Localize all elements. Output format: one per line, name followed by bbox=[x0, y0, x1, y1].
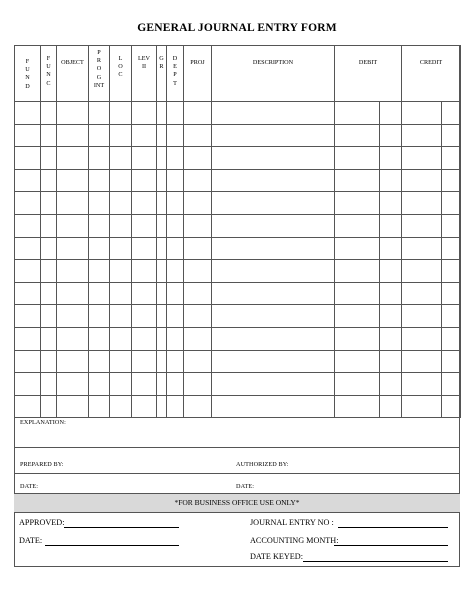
entry-cell[interactable] bbox=[184, 214, 212, 237]
entry-cell[interactable] bbox=[402, 147, 442, 170]
table-row bbox=[15, 237, 461, 260]
entry-cell[interactable] bbox=[110, 192, 132, 215]
entry-cell[interactable] bbox=[110, 147, 132, 170]
entry-cell[interactable] bbox=[57, 147, 89, 170]
entry-cell[interactable] bbox=[167, 214, 184, 237]
entry-cell[interactable] bbox=[41, 305, 57, 328]
entry-cell[interactable] bbox=[184, 327, 212, 350]
entry-cell[interactable] bbox=[132, 124, 157, 147]
entry-cell[interactable] bbox=[157, 124, 167, 147]
entry-cell[interactable] bbox=[184, 373, 212, 396]
entry-cell[interactable] bbox=[157, 147, 167, 170]
table-row bbox=[15, 147, 461, 170]
entry-cell[interactable] bbox=[110, 214, 132, 237]
entry-cell[interactable] bbox=[402, 214, 442, 237]
entry-cell[interactable] bbox=[132, 350, 157, 373]
entry-cell[interactable] bbox=[184, 282, 212, 305]
entry-cell[interactable] bbox=[57, 395, 89, 418]
entry-cell[interactable] bbox=[212, 124, 335, 147]
col-header-fund: F U N D bbox=[15, 46, 41, 102]
entry-cell[interactable] bbox=[41, 327, 57, 350]
entry-cell[interactable] bbox=[212, 260, 335, 283]
entry-cell[interactable] bbox=[335, 102, 380, 125]
entry-cell[interactable] bbox=[89, 124, 110, 147]
office-use-banner-text: *FOR BUSINESS OFFICE USE ONLY* bbox=[174, 498, 300, 507]
entry-cell[interactable] bbox=[335, 350, 380, 373]
entry-cell[interactable] bbox=[402, 192, 442, 215]
entry-cell[interactable] bbox=[402, 395, 442, 418]
entry-cell[interactable] bbox=[57, 169, 89, 192]
entry-cell[interactable] bbox=[167, 373, 184, 396]
entry-cell[interactable] bbox=[380, 327, 402, 350]
entry-cell[interactable] bbox=[110, 327, 132, 350]
entry-cell[interactable] bbox=[15, 192, 41, 215]
col-header-lev: LEV II bbox=[132, 46, 157, 102]
entry-cell[interactable] bbox=[132, 237, 157, 260]
entry-cell[interactable] bbox=[167, 147, 184, 170]
entry-cell[interactable] bbox=[89, 214, 110, 237]
entry-cell[interactable] bbox=[57, 260, 89, 283]
entry-cell[interactable] bbox=[184, 102, 212, 125]
entry-cell[interactable] bbox=[212, 373, 335, 396]
entry-cell[interactable] bbox=[89, 102, 110, 125]
entry-cell[interactable] bbox=[15, 327, 41, 350]
entry-cell[interactable] bbox=[41, 350, 57, 373]
table-row bbox=[15, 192, 461, 215]
entry-cell[interactable] bbox=[402, 327, 442, 350]
table-row bbox=[15, 395, 461, 418]
entry-cell[interactable] bbox=[167, 237, 184, 260]
entry-cell[interactable] bbox=[110, 169, 132, 192]
date-keyed-label: DATE KEYED: bbox=[250, 552, 303, 561]
entry-cell[interactable] bbox=[380, 260, 402, 283]
explanation-divider bbox=[14, 447, 460, 448]
entry-cell[interactable] bbox=[335, 305, 380, 328]
entry-cell[interactable] bbox=[335, 373, 380, 396]
entry-cell[interactable] bbox=[167, 192, 184, 215]
entry-cell[interactable] bbox=[167, 169, 184, 192]
entry-cell[interactable] bbox=[15, 169, 41, 192]
entry-cell[interactable] bbox=[110, 124, 132, 147]
entry-cell[interactable] bbox=[89, 260, 110, 283]
entry-cell[interactable] bbox=[380, 350, 402, 373]
entry-cell[interactable] bbox=[212, 350, 335, 373]
entry-cell[interactable] bbox=[15, 373, 41, 396]
table-row bbox=[15, 124, 461, 147]
entry-cell[interactable] bbox=[110, 260, 132, 283]
entry-cell[interactable] bbox=[89, 373, 110, 396]
entry-cell[interactable] bbox=[157, 305, 167, 328]
entry-cell[interactable] bbox=[15, 305, 41, 328]
entry-cell[interactable] bbox=[41, 214, 57, 237]
entry-cell[interactable] bbox=[57, 373, 89, 396]
entry-cell[interactable] bbox=[212, 282, 335, 305]
entry-cell[interactable] bbox=[41, 260, 57, 283]
entry-cell[interactable] bbox=[380, 237, 402, 260]
authorized-by-label: AUTHORIZED BY: bbox=[236, 461, 289, 468]
entry-cell[interactable] bbox=[442, 305, 461, 328]
entry-cell[interactable] bbox=[57, 350, 89, 373]
entry-cell[interactable] bbox=[15, 395, 41, 418]
entry-cell[interactable] bbox=[380, 282, 402, 305]
entry-cell[interactable] bbox=[41, 373, 57, 396]
entry-cell[interactable] bbox=[184, 147, 212, 170]
entry-cell[interactable] bbox=[402, 260, 442, 283]
col-header-func: F U N C bbox=[41, 46, 57, 102]
table-row bbox=[15, 282, 461, 305]
entry-cell[interactable] bbox=[89, 305, 110, 328]
date-left-label: DATE: bbox=[20, 483, 39, 490]
table-row bbox=[15, 350, 461, 373]
entry-cell[interactable] bbox=[184, 237, 212, 260]
entry-cell[interactable] bbox=[15, 102, 41, 125]
entry-cell[interactable] bbox=[15, 124, 41, 147]
office-date-label: DATE: bbox=[19, 536, 43, 545]
entry-cell[interactable] bbox=[41, 282, 57, 305]
form-title: GENERAL JOURNAL ENTRY FORM bbox=[137, 22, 337, 34]
entry-cell[interactable] bbox=[442, 214, 461, 237]
entry-cell[interactable] bbox=[402, 169, 442, 192]
entry-cell[interactable] bbox=[157, 373, 167, 396]
entry-cell[interactable] bbox=[57, 305, 89, 328]
entry-cell[interactable] bbox=[380, 192, 402, 215]
entry-cell[interactable] bbox=[57, 192, 89, 215]
entry-cell[interactable] bbox=[157, 350, 167, 373]
entry-cell[interactable] bbox=[380, 373, 402, 396]
entry-cell[interactable] bbox=[184, 350, 212, 373]
table-row bbox=[15, 373, 461, 396]
entry-cell[interactable] bbox=[132, 282, 157, 305]
entry-cell[interactable] bbox=[167, 305, 184, 328]
entry-cell[interactable] bbox=[132, 260, 157, 283]
entry-cell[interactable] bbox=[402, 282, 442, 305]
entry-cell[interactable] bbox=[442, 124, 461, 147]
entry-cell[interactable] bbox=[184, 169, 212, 192]
entry-cell[interactable] bbox=[402, 350, 442, 373]
entry-cell[interactable] bbox=[380, 395, 402, 418]
entry-cell[interactable] bbox=[335, 192, 380, 215]
entry-cell[interactable] bbox=[41, 102, 57, 125]
entry-cell[interactable] bbox=[157, 169, 167, 192]
col-header-loc: L O C bbox=[110, 46, 132, 102]
entry-cell[interactable] bbox=[41, 124, 57, 147]
entry-cell[interactable] bbox=[335, 214, 380, 237]
entry-cell[interactable] bbox=[442, 169, 461, 192]
entry-cell[interactable] bbox=[212, 305, 335, 328]
entry-cell[interactable] bbox=[167, 282, 184, 305]
table-row bbox=[15, 102, 461, 125]
entry-cell[interactable] bbox=[57, 282, 89, 305]
entry-cell[interactable] bbox=[335, 147, 380, 170]
col-header-object: OBJECT bbox=[57, 46, 89, 102]
entry-cell[interactable] bbox=[442, 102, 461, 125]
entry-cell[interactable] bbox=[110, 282, 132, 305]
entry-cell[interactable] bbox=[15, 237, 41, 260]
col-header-gr: G R bbox=[157, 46, 167, 102]
entry-cell[interactable] bbox=[167, 327, 184, 350]
entry-cell[interactable] bbox=[335, 327, 380, 350]
approved-label: APPROVED: bbox=[19, 518, 65, 527]
approved-line[interactable] bbox=[64, 527, 179, 528]
entry-cell[interactable] bbox=[167, 124, 184, 147]
entry-cell[interactable] bbox=[442, 237, 461, 260]
col-header-description: DESCRIPTION bbox=[212, 46, 335, 102]
entry-cell[interactable] bbox=[402, 124, 442, 147]
table-row bbox=[15, 214, 461, 237]
entry-cell[interactable] bbox=[57, 214, 89, 237]
entry-cell[interactable] bbox=[212, 192, 335, 215]
prepared-divider bbox=[14, 473, 460, 474]
entry-cell[interactable] bbox=[15, 147, 41, 170]
explanation-label: EXPLANATION: bbox=[20, 419, 66, 426]
entry-cell[interactable] bbox=[157, 260, 167, 283]
entry-cell[interactable] bbox=[402, 305, 442, 328]
col-header-credit: CREDIT bbox=[402, 46, 461, 102]
entry-cell[interactable] bbox=[212, 147, 335, 170]
col-header-prog: P R O G INT bbox=[89, 46, 110, 102]
entry-cell[interactable] bbox=[41, 395, 57, 418]
entry-cell[interactable] bbox=[157, 395, 167, 418]
entry-cell[interactable] bbox=[89, 147, 110, 170]
entry-cell[interactable] bbox=[110, 395, 132, 418]
entry-cell[interactable] bbox=[184, 124, 212, 147]
entry-cell[interactable] bbox=[184, 305, 212, 328]
entry-cell[interactable] bbox=[15, 350, 41, 373]
entry-cell[interactable] bbox=[167, 102, 184, 125]
entry-cell[interactable] bbox=[57, 237, 89, 260]
entry-cell[interactable] bbox=[132, 373, 157, 396]
table-row bbox=[15, 169, 461, 192]
entry-cell[interactable] bbox=[442, 192, 461, 215]
col-header-dept: D E P T bbox=[167, 46, 184, 102]
entry-cell[interactable] bbox=[380, 147, 402, 170]
table-row bbox=[15, 305, 461, 328]
col-header-debit: DEBIT bbox=[335, 46, 402, 102]
entry-cell[interactable] bbox=[402, 373, 442, 396]
entry-cell[interactable] bbox=[380, 124, 402, 147]
entry-cell[interactable] bbox=[157, 102, 167, 125]
entry-cell[interactable] bbox=[184, 395, 212, 418]
table-row bbox=[15, 260, 461, 283]
entry-cell[interactable] bbox=[89, 282, 110, 305]
entry-cell[interactable] bbox=[157, 214, 167, 237]
entry-cell[interactable] bbox=[157, 282, 167, 305]
entry-cell[interactable] bbox=[110, 373, 132, 396]
entry-cell[interactable] bbox=[57, 327, 89, 350]
entry-cell[interactable] bbox=[212, 214, 335, 237]
date-keyed-line[interactable] bbox=[303, 561, 448, 562]
entry-cell[interactable] bbox=[41, 169, 57, 192]
entry-cell[interactable] bbox=[132, 305, 157, 328]
entry-cell[interactable] bbox=[442, 350, 461, 373]
entry-cell[interactable] bbox=[167, 395, 184, 418]
entry-cell[interactable] bbox=[442, 395, 461, 418]
entry-cell[interactable] bbox=[110, 237, 132, 260]
entry-cell[interactable] bbox=[157, 192, 167, 215]
entry-cell[interactable] bbox=[57, 124, 89, 147]
entry-cell[interactable] bbox=[335, 124, 380, 147]
entry-cell[interactable] bbox=[110, 350, 132, 373]
entry-cell[interactable] bbox=[110, 102, 132, 125]
entry-cell[interactable] bbox=[41, 147, 57, 170]
entry-cell[interactable] bbox=[442, 327, 461, 350]
entry-cell[interactable] bbox=[380, 214, 402, 237]
accounting-month-label: ACCOUNTING MONTH: bbox=[250, 536, 339, 545]
entry-cell[interactable] bbox=[212, 169, 335, 192]
entry-cell[interactable] bbox=[380, 305, 402, 328]
entry-cell[interactable] bbox=[167, 350, 184, 373]
entry-cell[interactable] bbox=[184, 192, 212, 215]
entry-cell[interactable] bbox=[335, 260, 380, 283]
entry-cell[interactable] bbox=[442, 373, 461, 396]
office-use-banner bbox=[14, 493, 460, 513]
entry-cell[interactable] bbox=[132, 169, 157, 192]
entry-cell[interactable] bbox=[442, 260, 461, 283]
entry-cell[interactable] bbox=[89, 327, 110, 350]
entry-cell[interactable] bbox=[57, 102, 89, 125]
entry-cell[interactable] bbox=[15, 260, 41, 283]
entry-cell[interactable] bbox=[41, 192, 57, 215]
entry-cell[interactable] bbox=[15, 282, 41, 305]
entry-cell[interactable] bbox=[132, 192, 157, 215]
entry-cell[interactable] bbox=[212, 327, 335, 350]
table-row bbox=[15, 327, 461, 350]
entry-cell[interactable] bbox=[15, 214, 41, 237]
entry-cell[interactable] bbox=[380, 102, 402, 125]
entry-cell[interactable] bbox=[335, 237, 380, 260]
entry-cell[interactable] bbox=[442, 147, 461, 170]
entry-cell[interactable] bbox=[212, 102, 335, 125]
journal-entry-table bbox=[14, 45, 461, 418]
entry-cell[interactable] bbox=[402, 102, 442, 125]
entry-cell[interactable] bbox=[335, 169, 380, 192]
entry-cell[interactable] bbox=[132, 214, 157, 237]
entry-cell[interactable] bbox=[335, 282, 380, 305]
entry-cell[interactable] bbox=[132, 147, 157, 170]
entry-cell[interactable] bbox=[132, 327, 157, 350]
accounting-month-line[interactable] bbox=[334, 545, 448, 546]
date-right-label: DATE: bbox=[236, 483, 255, 490]
entry-cell[interactable] bbox=[89, 192, 110, 215]
entry-cell[interactable] bbox=[110, 305, 132, 328]
entry-cell[interactable] bbox=[89, 350, 110, 373]
office-date-line[interactable] bbox=[45, 545, 179, 546]
entry-cell[interactable] bbox=[380, 169, 402, 192]
entry-cell[interactable] bbox=[402, 237, 442, 260]
entry-cell[interactable] bbox=[41, 237, 57, 260]
journal-entry-no-label: JOURNAL ENTRY NO : bbox=[250, 518, 334, 527]
entry-cell[interactable] bbox=[212, 395, 335, 418]
entry-cell[interactable] bbox=[212, 237, 335, 260]
col-header-proj: PROJ bbox=[184, 46, 212, 102]
entry-cell[interactable] bbox=[184, 260, 212, 283]
entry-cell[interactable] bbox=[89, 169, 110, 192]
entry-cell[interactable] bbox=[89, 395, 110, 418]
entry-cell[interactable] bbox=[335, 395, 380, 418]
entry-cell[interactable] bbox=[132, 102, 157, 125]
entry-cell[interactable] bbox=[442, 282, 461, 305]
prepared-by-label: PREPARED BY: bbox=[20, 461, 64, 468]
entry-cell[interactable] bbox=[157, 237, 167, 260]
entry-cell[interactable] bbox=[157, 327, 167, 350]
entry-cell[interactable] bbox=[167, 260, 184, 283]
entry-cell[interactable] bbox=[89, 237, 110, 260]
journal-entry-no-line[interactable] bbox=[338, 527, 448, 528]
table-header-row bbox=[15, 46, 461, 102]
entry-cell[interactable] bbox=[132, 395, 157, 418]
